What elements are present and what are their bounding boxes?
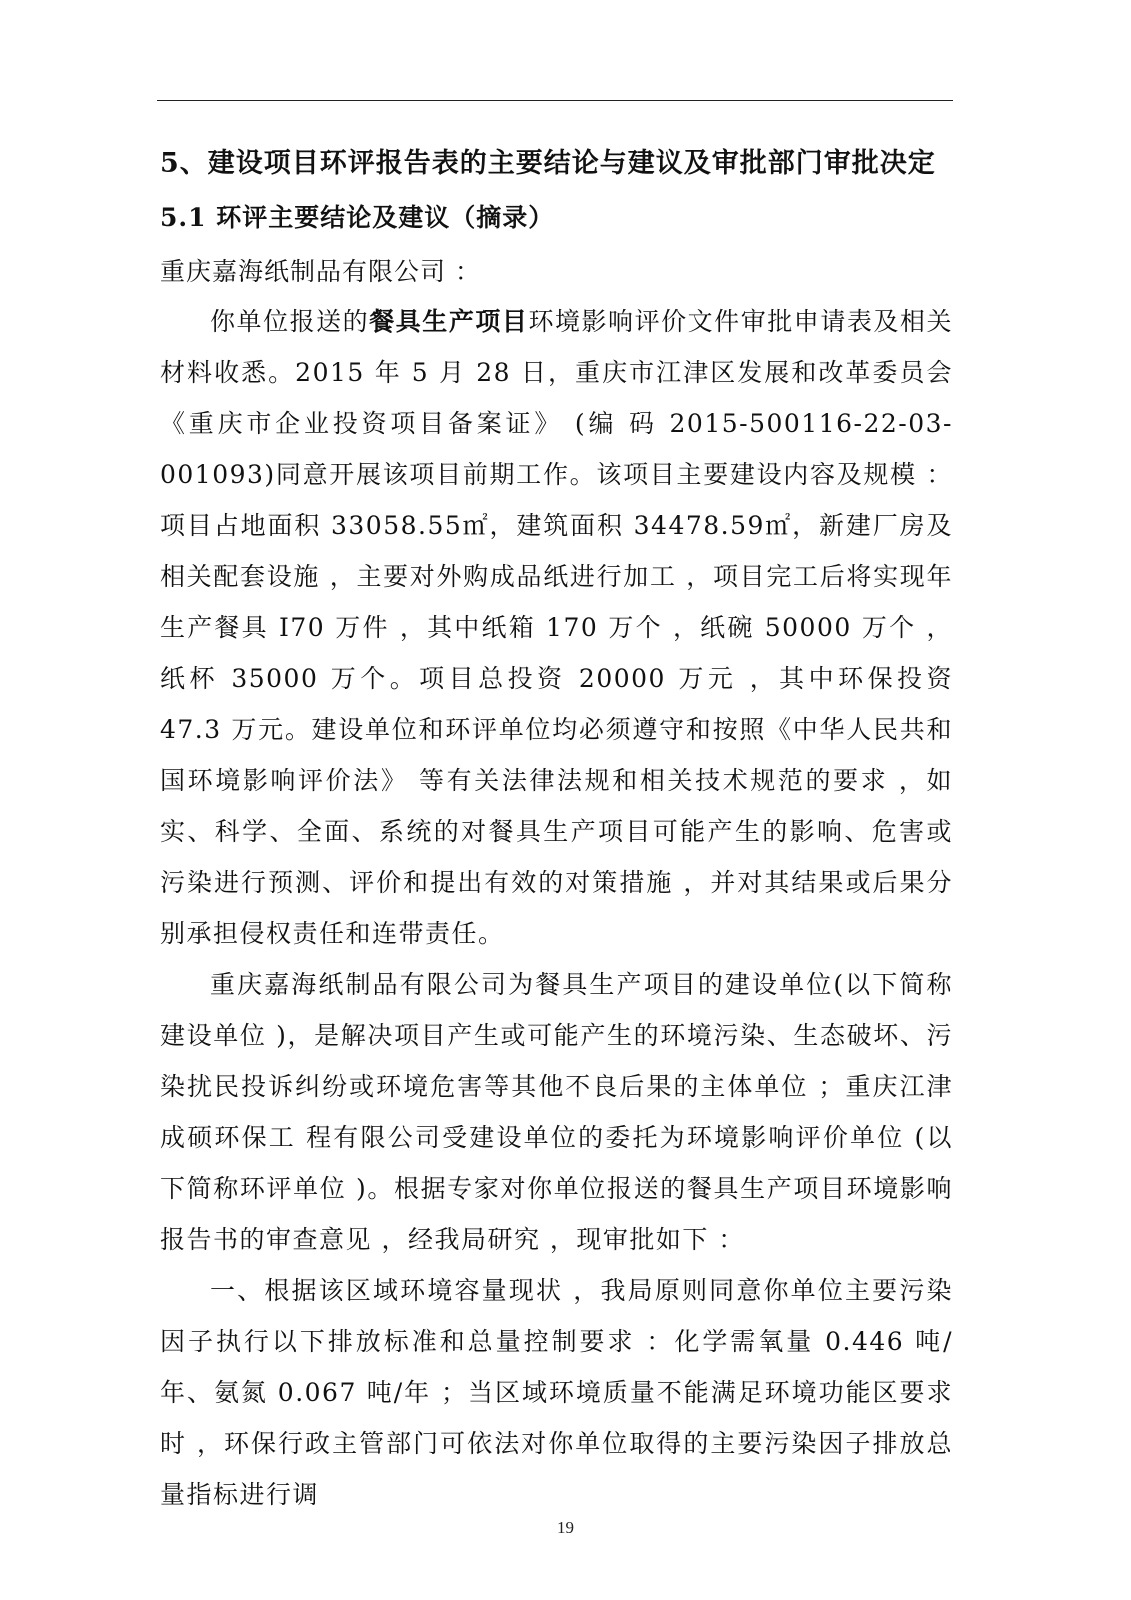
section-heading: 5、建设项目环评报告表的主要结论与建议及审批部门审批决定 xyxy=(160,148,936,179)
paragraph-approval-intro xyxy=(160,296,953,959)
header-rule xyxy=(157,100,953,101)
subsection-heading: 5.1 环评主要结论及建议（摘录） xyxy=(160,203,555,232)
paragraph-text: 你单位报送的 xyxy=(210,307,370,336)
paragraph-emission-limits: 一、根据该区域环境容量现状 ，我局原则同意你单位主要污染因子执行以下排放标准和总量控制要求 ：化学需氧量 0.446 吨/年、氨氮 0.067 吨/年 ；当区域环境质量不能满足环境功能区要求时 ，环保行政主管部门可依法对你单位取得的主要污染因子排放总量指标进行调 xyxy=(160,1276,953,1509)
document-body xyxy=(160,140,953,1520)
paragraph-text: 环境影响评价文件审批申请表及相关材料收悉。2015 年 5 月 28 日，重庆市江津区发展和改革委员会 《重庆市企业投资项目备案证》 (编 码 2015-500116-22-03-001093)同意开展该项目前期工作。该项目主要建设内容及规模 ：项目占地面积 33058.55㎡，建筑面积 34478.59㎡，新建厂房及相关配套设施 ，主要对外购成品纸进行加工 ，项目完工后将实现年生产餐具 I70 万件 ，其中纸箱 170 万个 ，纸碗 50000 万个 ，纸杯 35000 万个。项目总投资 20000 万元 ，其中环保投资 47.3 万元。建设单位和环评单位均必须遵守和按照《中华人民共和国环境影响评价法》 等有关法律法规和相关技术规范的要求 ，如实、科学、全面、系统的对餐具生产项目可能产生的影响、危害或污染进行预测、评价和提出有效的对策措施 ，并对其结果或后果分别承担侵权责任和连带责任。 xyxy=(160,307,953,948)
page-number: 19 xyxy=(557,1518,574,1537)
project-name-emphasis: 餐具生产项目 xyxy=(369,307,529,336)
salutation: 重庆嘉海纸制品有限公司 ： xyxy=(160,257,481,286)
paragraph-responsibility: 重庆嘉海纸制品有限公司为餐具生产项目的建设单位(以下简称建设单位 )，是解决项目产生或可能产生的环境污染、生态破坏、污染扰民投诉纠纷或环境危害等其他不良后果的主体单位 ；重庆江津成硕环保工 程有限公司受建设单位的委托为环境影响评价单位 (以下简称环评单位 )。根据专家对你单位报送的餐具生产项目环境影响报告书的审查意见 ，经我局研究 ，现审批如下 ： xyxy=(160,970,953,1254)
